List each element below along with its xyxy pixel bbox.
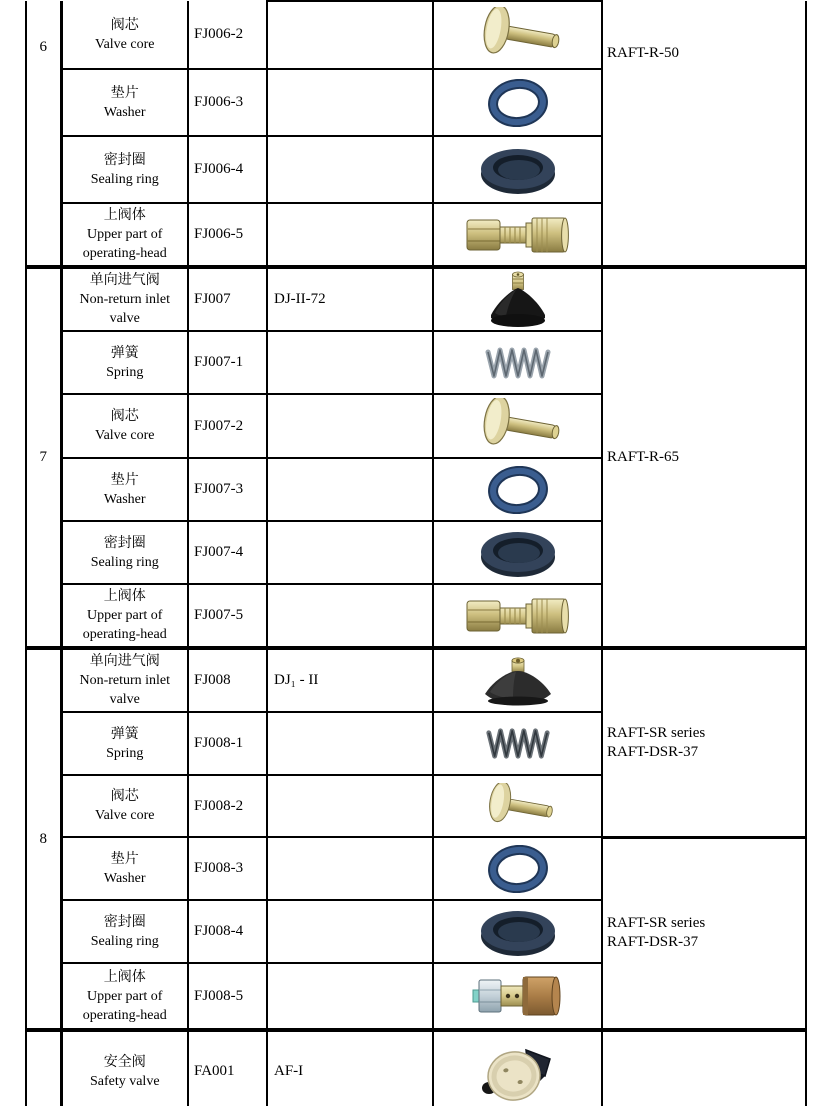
part-image-cell	[433, 521, 602, 584]
part-name-cell	[61, 712, 188, 775]
part-code-cell: FJ006-2	[188, 1, 267, 69]
part-code-cell: FJ006-5	[188, 203, 267, 267]
applicable-model-line: RAFT-DSR-37	[607, 934, 699, 951]
part-image-cell	[433, 584, 602, 648]
part-image-cell	[433, 648, 602, 712]
part-name-cell	[61, 521, 188, 584]
part-name-cn: 垫片	[110, 851, 139, 867]
part-name-cn: 单向进气阀	[89, 654, 160, 669]
inlet-valve-cone-photo	[480, 656, 556, 706]
part-name-cn: 上阀体	[103, 208, 146, 223]
part-name-cell	[61, 837, 188, 900]
part-name-cell	[61, 394, 188, 458]
applicable-models-cell	[602, 648, 806, 837]
part-name-cell	[61, 69, 188, 136]
part-name-en: Upper part of operating-head	[82, 608, 167, 642]
row-group-number: 7	[26, 267, 61, 648]
part-name-en: Valve core	[95, 36, 155, 52]
part-name-cell	[61, 775, 188, 837]
part-code-cell: FJ008-1	[188, 712, 267, 775]
part-code-cell: FJ006-4	[188, 136, 267, 203]
part-name-en: Spring	[106, 364, 144, 380]
part-code-cell: FJ007-2	[188, 394, 267, 458]
part-image-cell	[433, 1, 602, 69]
valve-core-photo	[468, 7, 568, 63]
spring-dark-photo	[482, 721, 554, 766]
part-name-cn: 弹簧	[110, 726, 139, 742]
part-code-cell: FJ007-3	[188, 458, 267, 521]
sealing-ring-photo	[479, 527, 557, 579]
safety-valve-photo	[476, 1040, 560, 1104]
part-image-cell	[433, 963, 602, 1030]
part-model-cell	[267, 521, 433, 584]
sealing-ring-photo	[479, 906, 557, 958]
part-image-cell	[433, 331, 602, 394]
part-image-cell	[433, 136, 602, 203]
part-name-en: Spring	[106, 745, 144, 761]
part-name-en: Upper part of operating-head	[82, 227, 167, 261]
part-name-cell	[61, 1, 188, 69]
part-name-cn: 阀芯	[110, 17, 139, 33]
applicable-model-line: RAFT-DSR-37	[607, 743, 699, 760]
part-image-cell	[433, 458, 602, 521]
part-model-cell: AF-I	[267, 1030, 433, 1106]
valve-core-small-photo	[476, 783, 560, 830]
part-name-en: Washer	[103, 491, 146, 507]
part-model-cell	[267, 837, 433, 900]
o-ring-photo	[486, 79, 550, 127]
applicable-models-cell	[602, 1, 806, 267]
part-code-cell: FJ008-4	[188, 900, 267, 963]
part-image-cell	[433, 203, 602, 267]
applicable-model-line: RAFT-R-65	[607, 449, 679, 465]
part-model-cell	[267, 136, 433, 203]
part-code-cell: FJ008-5	[188, 963, 267, 1030]
part-model-cell: DJ-II-72	[267, 267, 433, 331]
spring-photo	[481, 340, 555, 386]
part-model-cell	[267, 394, 433, 458]
row-group-number: 6	[26, 1, 61, 267]
applicable-model-line: RAFT-SR series	[607, 724, 706, 741]
part-name-cn: 上阀体	[103, 969, 146, 985]
part-name-cell	[61, 331, 188, 394]
part-image-cell	[433, 1030, 602, 1106]
row-group-number: 8	[26, 648, 61, 1030]
part-model-cell	[267, 1, 433, 69]
part-code-cell: FJ007-1	[188, 331, 267, 394]
part-code-cell: FJ007-4	[188, 521, 267, 584]
part-name-cell	[61, 1030, 188, 1106]
row-group-number	[26, 1030, 61, 1106]
part-name-cn: 密封圈	[103, 535, 146, 551]
part-name-cn: 垫片	[110, 472, 139, 488]
part-name-en: Safety valve	[89, 1073, 160, 1089]
part-name-cell	[61, 267, 188, 331]
sealing-ring-photo	[479, 144, 557, 196]
part-model-cell	[267, 712, 433, 775]
inlet-valve-bell-photo	[486, 271, 550, 329]
o-ring-photo	[486, 466, 550, 514]
part-image-cell	[433, 712, 602, 775]
part-model-cell	[267, 584, 433, 648]
valve-core-photo	[468, 398, 568, 454]
part-model-cell	[267, 963, 433, 1030]
part-image-cell	[433, 394, 602, 458]
part-name-en: Valve core	[95, 808, 155, 823]
part-model-cell	[267, 900, 433, 963]
part-model-cell	[267, 775, 433, 837]
part-image-cell	[433, 775, 602, 837]
part-model-cell	[267, 458, 433, 521]
part-name-en: Washer	[103, 104, 146, 120]
part-image-cell	[433, 69, 602, 136]
applicable-models-cell	[602, 267, 806, 648]
part-name-cell	[61, 136, 188, 203]
part-name-cn: 弹簧	[110, 345, 139, 361]
part-name-en: Upper part of operating-head	[82, 988, 167, 1023]
part-name-en: Washer	[103, 870, 146, 886]
part-name-cell	[61, 900, 188, 963]
part-image-cell	[433, 900, 602, 963]
part-name-cn: 垫片	[110, 85, 139, 101]
part-code-cell: FJ008	[188, 648, 267, 712]
part-model-cell: DJ₁ - II	[267, 648, 433, 712]
part-model-cell	[267, 331, 433, 394]
parts-table	[25, 0, 807, 1106]
applicable-models-cell	[602, 837, 806, 1030]
applicable-model-line: RAFT-R-50	[607, 45, 679, 61]
part-name-cn: 上阀体	[103, 589, 146, 604]
part-name-en: Non-return inlet valve	[79, 673, 171, 707]
part-name-cell	[61, 648, 188, 712]
part-image-cell	[433, 267, 602, 331]
part-code-cell: FJ007-5	[188, 584, 267, 648]
brass-fitting-hex-photo	[471, 970, 565, 1022]
part-image-cell	[433, 837, 602, 900]
applicable-models-cell	[602, 1030, 806, 1106]
part-name-en: Sealing ring	[90, 554, 159, 570]
part-code-cell: FA001	[188, 1030, 267, 1106]
part-name-cn: 阀芯	[110, 789, 139, 804]
part-name-cn: 安全阀	[103, 1054, 146, 1070]
brass-fitting-photo	[463, 211, 573, 259]
part-name-cell	[61, 584, 188, 648]
part-code-cell: FJ008-3	[188, 837, 267, 900]
part-code-cell: FJ007	[188, 267, 267, 331]
part-name-en: Sealing ring	[90, 171, 159, 187]
part-name-cell	[61, 963, 188, 1030]
part-name-cn: 阀芯	[110, 409, 139, 424]
part-name-en: Valve core	[95, 428, 155, 443]
part-name-cn: 密封圈	[103, 152, 146, 168]
part-name-en: Sealing ring	[90, 933, 159, 949]
part-model-cell	[267, 203, 433, 267]
o-ring-photo	[486, 845, 550, 893]
part-name-cn: 密封圈	[103, 914, 146, 930]
part-model-cell	[267, 69, 433, 136]
part-name-cn: 单向进气阀	[89, 273, 160, 288]
part-code-cell: FJ008-2	[188, 775, 267, 837]
brass-fitting-photo	[463, 592, 573, 640]
part-name-cell	[61, 458, 188, 521]
applicable-model-line: RAFT-SR series	[607, 915, 706, 932]
part-name-en: Non-return inlet valve	[79, 292, 171, 326]
part-name-cell	[61, 203, 188, 267]
part-code-cell: FJ006-3	[188, 69, 267, 136]
